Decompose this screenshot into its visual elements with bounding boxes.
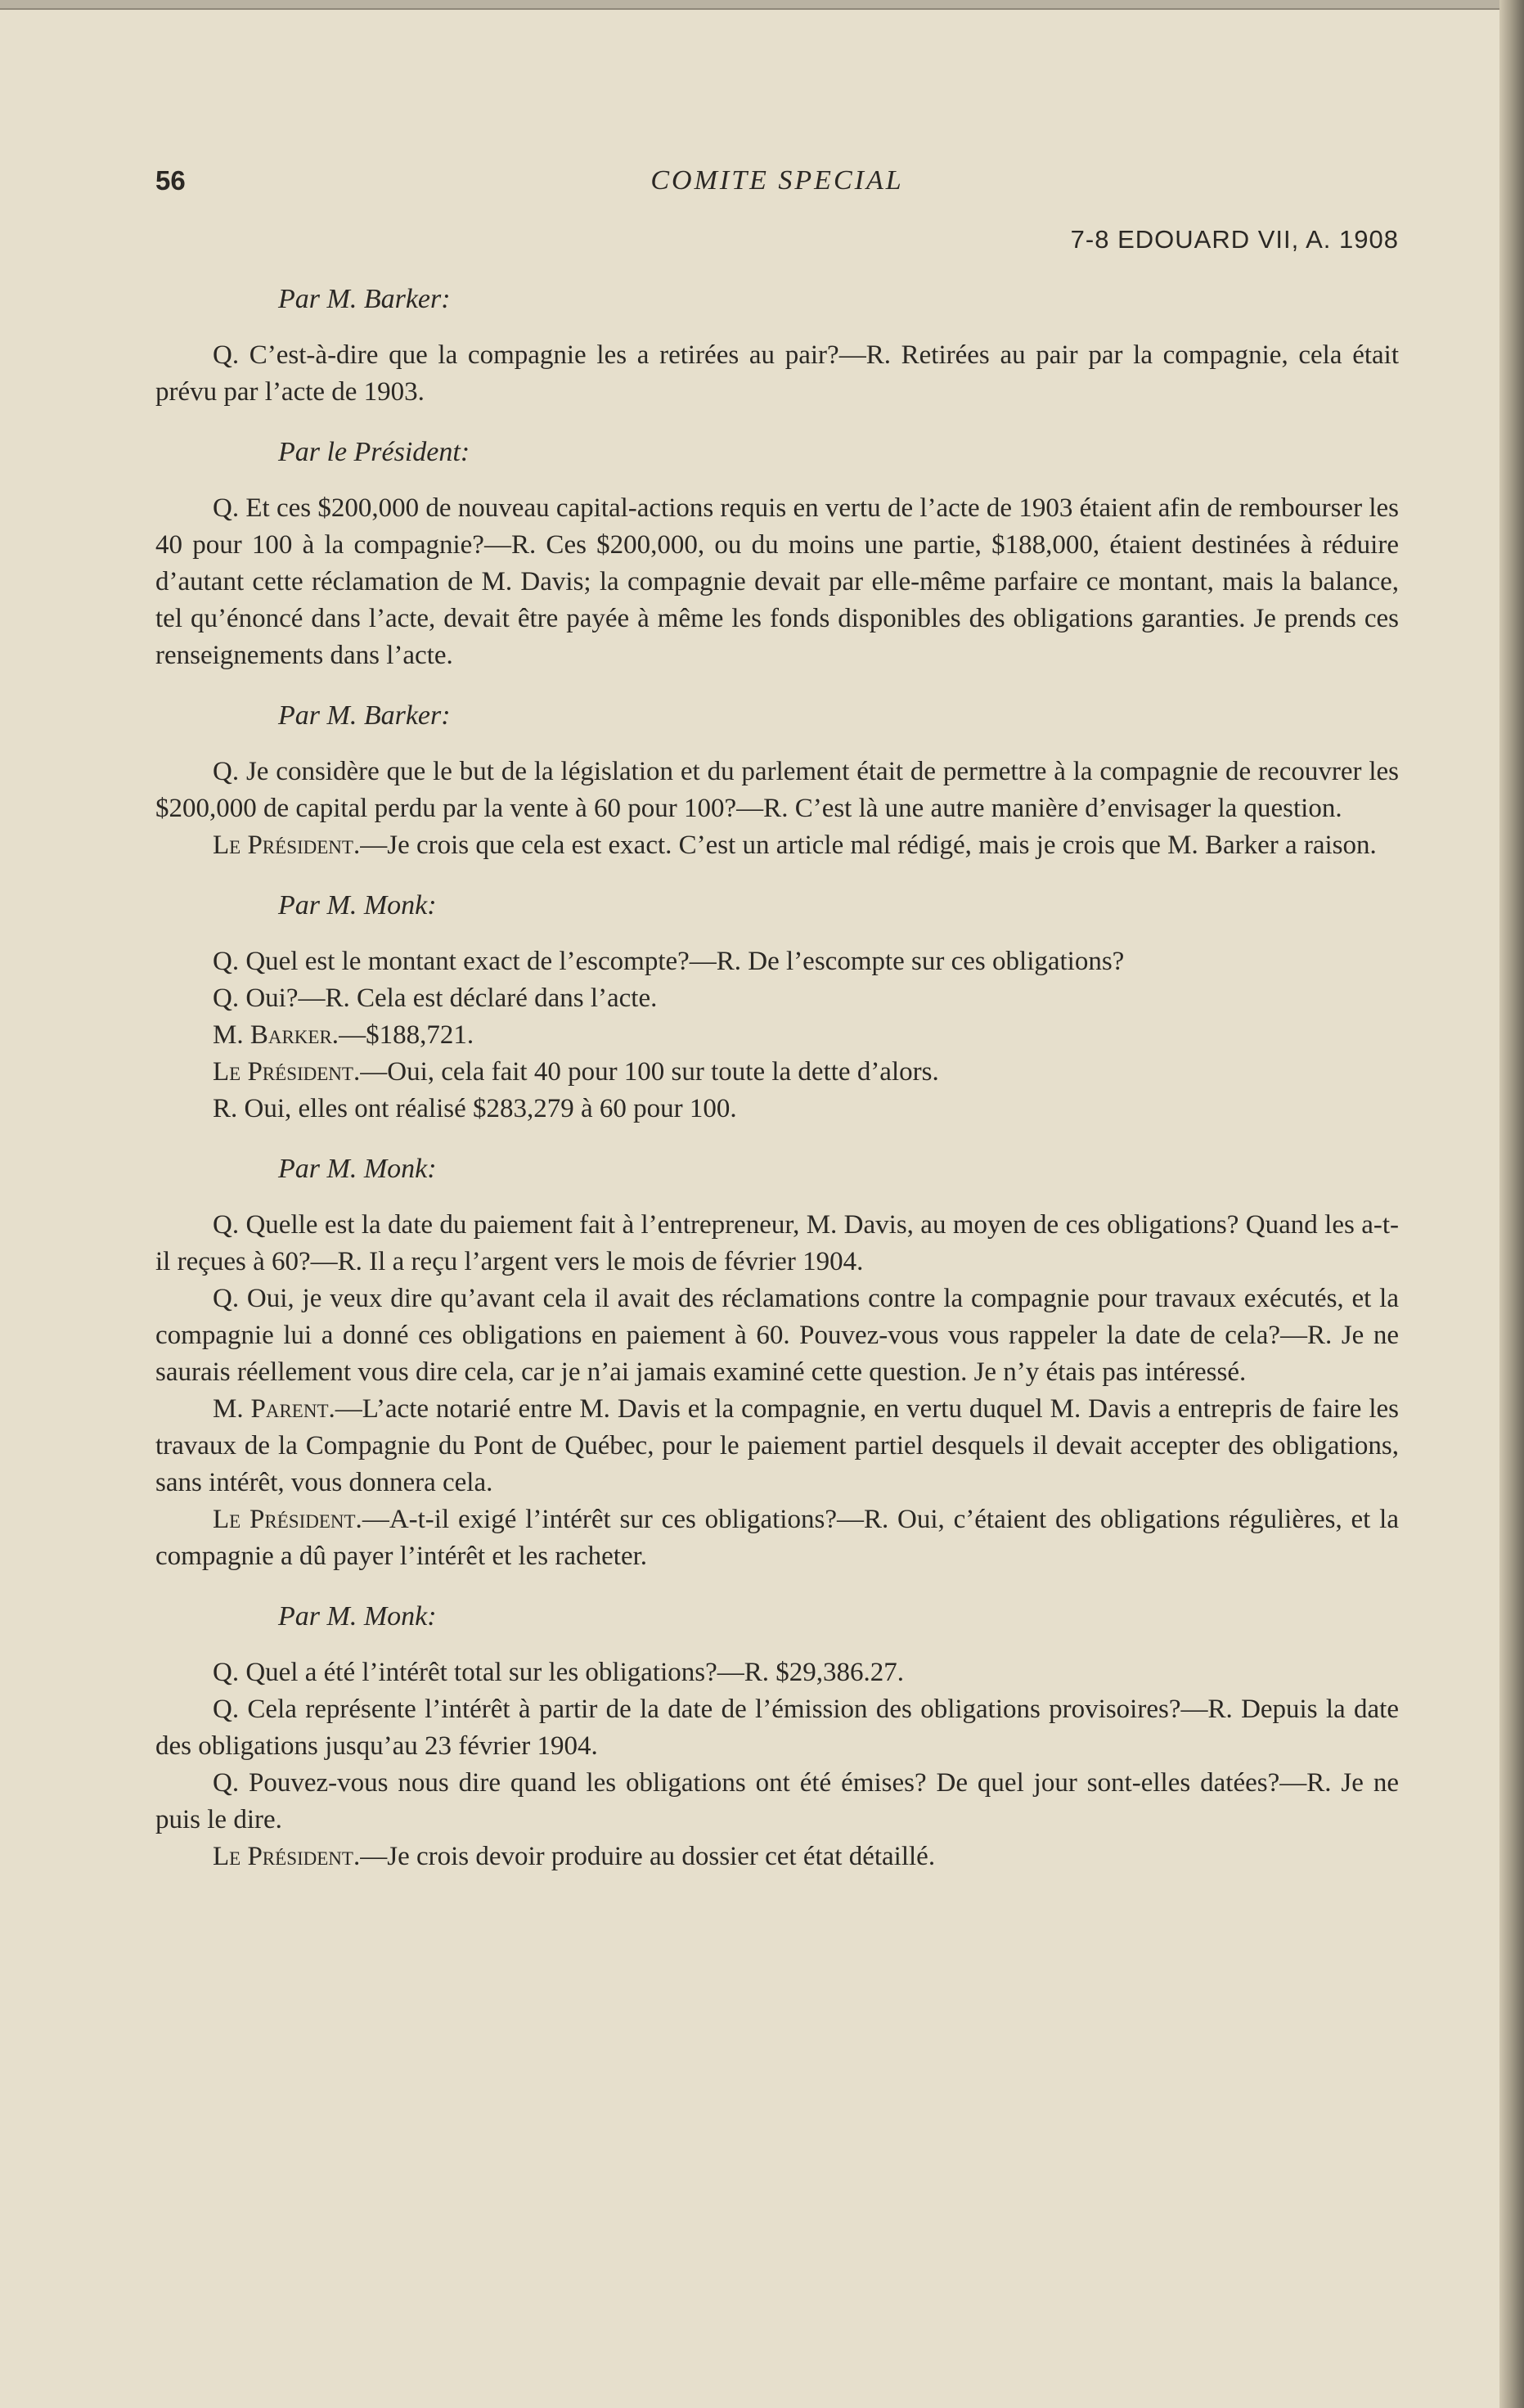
regnal-year: 7-8 EDOUARD VII, A. 1908 <box>1070 225 1399 254</box>
paragraph: Q. Quel a été l’intérêt total sur les obligations?—R. $29,386.27. <box>213 1658 904 1687</box>
paragraph: Q. Oui?—R. Cela est déclaré dans l’acte. <box>213 983 658 1013</box>
scan-top-edge <box>0 0 1524 10</box>
paragraph: Q. Pouvez-vous nous dire quand les obligations ont été émises? De quel jour sont-elles datées?—R. Je ne puis le dire. <box>155 1768 1399 1834</box>
speaker-heading: Par le Président: <box>278 437 470 467</box>
page-header <box>155 155 1399 205</box>
paragraph: Q. Cela représente l’intérêt à partir de la date de l’émission des obligations provisoires?—R. Depuis la date des obligations jusqu’au 23 février 1904. <box>155 1695 1399 1761</box>
paragraph-text: —L’acte notarié entre M. Davis et la compagnie, en vertu duquel M. Davis a entrepris de faire les travaux de la Compagnie du Pont de Québec, pour le paiement partiel desquels il devait accepter des obligations, sans intérêt, vous donnera cela. <box>155 1394 1400 1497</box>
paragraph: Q. Quel est le montant exact de l’escompte?—R. De l’escompte sur ces obligations? <box>213 947 1125 976</box>
paragraph <box>155 1391 1399 1501</box>
speaker-name: Le Président. <box>213 1057 361 1087</box>
paragraph-text: —A-t-il exigé l’intérêt sur ces obligations?—R. Oui, c’étaient des obligations régulières, et la compagnie a dû payer l’intérêt et les racheter. <box>155 1505 1399 1571</box>
running-title: COMITE SPECIAL <box>650 165 904 196</box>
speaker-heading: Par M. Barker: <box>278 284 451 314</box>
paragraph-text: —Oui, cela fait 40 pour 100 sur toute la dette d’alors. <box>360 1057 939 1087</box>
speaker-name: M. Parent. <box>213 1394 335 1424</box>
paragraph <box>155 827 1399 864</box>
scan-binding-edge <box>1499 0 1524 2408</box>
paragraph: Q. Quelle est la date du paiement fait à l’entrepreneur, M. Davis, au moyen de ces obligations? Quand les a-t-il reçues à 60?—R. Il a reçu l’argent vers le mois de février 1904. <box>155 1210 1399 1276</box>
speaker-heading: Par M. Barker: <box>278 700 451 731</box>
paragraph: Q. Oui, je veux dire qu’avant cela il avait des réclamations contre la compagnie pour travaux exécutés, et la compagnie lui a donné ces obligations en paiement à 60. Pouvez-vous vous rappeler la date de cela?—R. Je ne saurais réellement vous dire cela, car je n’ai jamais examiné cette question. Je n’y étais pas intéressé. <box>155 1284 1399 1387</box>
speaker-heading: Par M. Monk: <box>278 1601 437 1632</box>
paragraph <box>155 1054 1399 1091</box>
page-number: 56 <box>155 165 186 196</box>
paragraph-text: —Je crois que cela est exact. C’est un article mal rédigé, mais je crois que M. Barker a raison. <box>360 830 1377 860</box>
paragraph <box>155 1017 1399 1054</box>
paragraph: Q. Et ces $200,000 de nouveau capital-actions requis en vertu de l’acte de 1903 étaient afin de rembourser les 40 pour 100 à la compagnie?—R. Ces $200,000, ou du moins une partie, $188,000, étaient destinées à réduire d’autant cette réclamation de M. Davis; la compagnie devait par elle-même parfaire ce montant, mais la balance, tel qu’énoncé dans l’acte, devait être payée à même les fonds disponibles des obligations garanties. Je prends ces renseignements dans l’acte. <box>155 493 1399 670</box>
paragraph-text: —Je crois devoir produire au dossier cet état détaillé. <box>360 1842 936 1871</box>
speaker-name: M. Barker. <box>213 1020 339 1050</box>
paragraph: Q. C’est-à-dire que la compagnie les a retirées au pair?—R. Retirées au pair par la compagnie, cela était prévu par l’acte de 1903. <box>155 340 1399 407</box>
paragraph: R. Oui, elles ont réalisé $283,279 à 60 pour 100. <box>213 1094 737 1123</box>
paragraph-text: —$188,721. <box>339 1020 474 1050</box>
speaker-name: Le Président. <box>213 830 361 860</box>
speaker-name: Le Président. <box>213 1842 361 1871</box>
paragraph: Q. Je considère que le but de la législation et du parlement était de permettre à la compagnie de recouvrer les $200,000 de capital perdu par la vente à 60 pour 100?—R. C’est là une autre manière d’envisager la question. <box>155 757 1399 823</box>
speaker-heading: Par M. Monk: <box>278 1154 437 1184</box>
paragraph <box>155 1839 1399 1875</box>
speaker-heading: Par M. Monk: <box>278 890 437 920</box>
paragraph <box>155 1501 1399 1575</box>
speaker-name: Le Président. <box>213 1505 362 1534</box>
document-page <box>155 155 1399 1875</box>
